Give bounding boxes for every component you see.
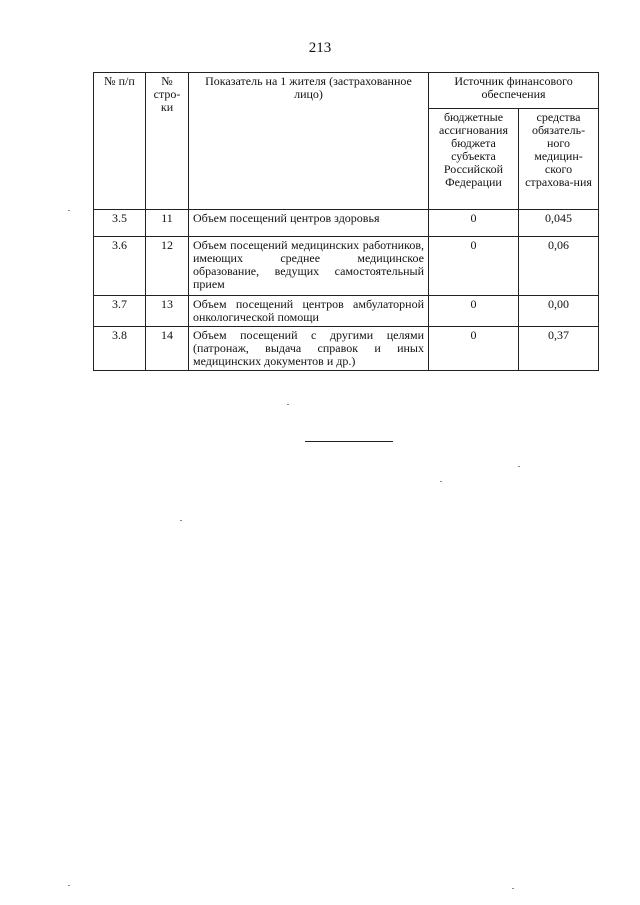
row-num: 3.5 [94, 210, 146, 237]
header-budget: бюджетные ассигнования бюджета субъекта Российской Федерации [429, 109, 519, 210]
row-budget: 0 [429, 237, 519, 296]
row-line: 11 [146, 210, 189, 237]
scan-speck [180, 520, 182, 521]
header-source: Источник финансового обеспечения [429, 73, 599, 109]
row-indicator: Объем посещений центров здоровья [189, 210, 429, 237]
table-row [94, 327, 599, 371]
scan-speck [287, 404, 289, 405]
row-indicator: Объем посещений с другими целями (патронаж, выдача справок и иных медицинских документов и др.) [189, 327, 429, 371]
scan-speck [518, 466, 520, 467]
row-oms: 0,00 [519, 296, 599, 327]
row-num: 3.7 [94, 296, 146, 327]
row-budget: 0 [429, 210, 519, 237]
table-row [94, 210, 599, 237]
header-row: № стро-ки [146, 73, 189, 210]
row-line: 14 [146, 327, 189, 371]
row-oms: 0,06 [519, 237, 599, 296]
table-row [94, 237, 599, 296]
row-oms: 0,045 [519, 210, 599, 237]
page-number: 213 [308, 40, 332, 56]
row-num: 3.6 [94, 237, 146, 296]
row-num: 3.8 [94, 327, 146, 371]
row-oms: 0,37 [519, 327, 599, 371]
scan-speck [440, 481, 442, 482]
row-indicator: Объем посещений медицинских работников, имеющих среднее медицинское образование, ведущих самостоятельный прием [189, 237, 429, 296]
scan-speck [512, 888, 514, 889]
header-oms: средства обязатель-ного медицин-ского страхова-ния [519, 109, 599, 210]
row-line: 13 [146, 296, 189, 327]
scan-speck [68, 210, 70, 211]
end-separator-line [305, 441, 393, 442]
row-budget: 0 [429, 296, 519, 327]
header-indicator: Показатель на 1 жителя (застрахованное лицо) [189, 73, 429, 210]
header-num: № п/п [94, 73, 146, 210]
table-row [94, 296, 599, 327]
row-budget: 0 [429, 327, 519, 371]
financing-table [93, 72, 599, 371]
row-line: 12 [146, 237, 189, 296]
row-indicator: Объем посещений центров амбулаторной онкологической помощи [189, 296, 429, 327]
scan-speck [68, 885, 70, 886]
